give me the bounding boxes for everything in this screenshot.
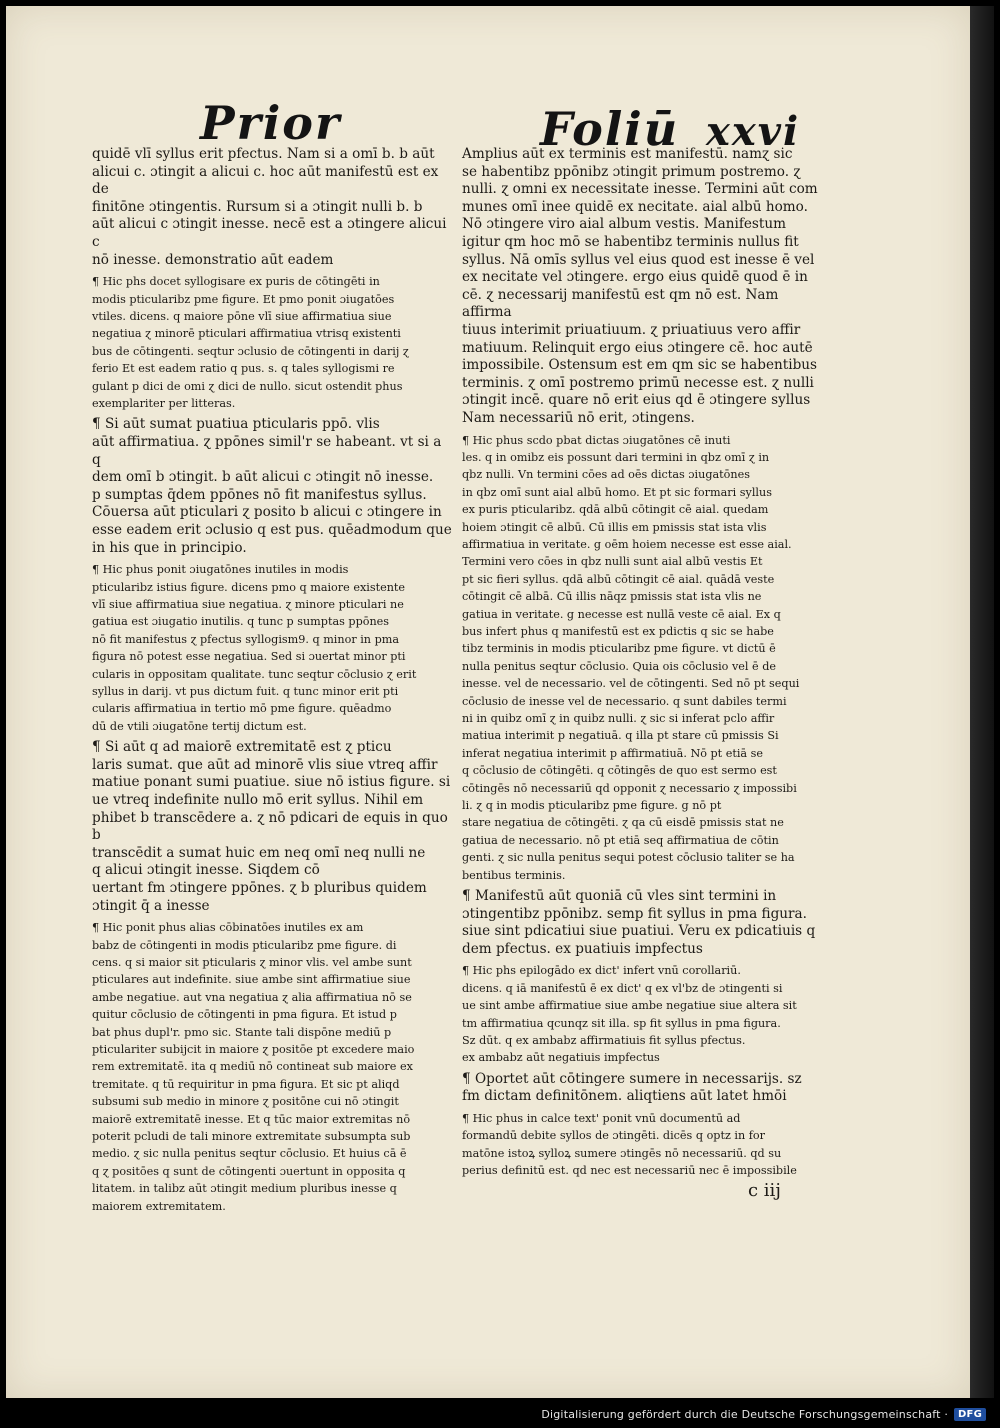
- right-column: [462, 146, 824, 1184]
- right-paragraph: ¶ Hic phus scdo pbat dictas ɔiugatōnes cē inuti les. q in omibz eis possunt dari termini in qbz omī ɀ in qbz nulli. Vn termini cōes ad oēs dictas ɔiugatōnes in qbz omī sunt aial albū homo. Et pt sic formari syllus ex puris pticularibz. qdā albū cōtingit cē aial. quedam hoiem ɔtingit cē albū. Cū illis em pmissis stat ista vlis affirmatiua in veritate. g oēm hoiem necesse est esse aial. Termini vero cōes in qbz nulli sunt aial albū vestis Et pt sic fieri syllus. qdā albū cōtingit cē aial. quādā veste cōtingit cē albā. Cū illis nāqz pmissis stat ista vlis ne gatiua in veritate. g necesse est nullā veste cē aial. Ex q bus infert phus q manifestū est ex pdictis q sic se habe tibz terminis in modis pticularibz pme figure. vt dictū ē nulla penitus seqtur cōclusio. Quia ois cōclusio vel ē de inesse. vel de necessario. vel de cōtingenti. Sed nō pt sequi cōclusio de inesse vel de necessario. q sunt dabiles termi ni in quibz omī ɀ in quibz nulli. ɀ sic si inferat pclo affir matiua interimit p negatiuā. q illa pt stare cū pmissis Si inferat negatiua interimit p affirmatiuā. Nō pt etiā se q cōclusio de cōtingēti. q cōtingēs de quo est sermo est cōtingēs nō necessariū qd opponit ɀ necessario ɀ impossibi li. ɀ q in modis pticularibz pme figure. g nō pt stare negatiua de cōtingēti. ɀ qa cū eisdē pmissis stat ne gatiua de necessario. nō pt etiā seq affirmatiua de cōtin genti. ɀ sic nulla penitus sequi potest cōclusio taliter se ha bentibus terminis.: [462, 433, 800, 882]
- running-head-folio: Foliū: [540, 102, 680, 156]
- digitization-footer: [541, 1408, 986, 1421]
- running-head-left: Prior: [200, 96, 342, 150]
- right-paragraph: ¶ Oportet aūt cōtingere sumere in necessarijs. sz fm dictam definitōnem. aliqtiens aūt latet hmōi: [462, 1070, 802, 1105]
- left-column: [92, 146, 452, 1219]
- page-signature: c iij: [748, 1180, 781, 1201]
- left-paragraph: ¶ Hic phs docet syllogisare ex puris de cōtingēti in modis pticularibz pme figure. Et pmo ponit ɔiugatōes vtiles. dicens. q maiore pōne vlī siue affirmatiua siue negatiua ɀ minorē pticulari affirmatiua vtrisq existenti bus de cōtingenti. seqtur ɔclusio de cōtingenti in darij ɀ ferio Et est eadem ratio q pus. s. q tales syllogismi re gulant p dici de omi ɀ dici de nullo. sicut ostendit phus exemplariter per litteras.: [92, 275, 409, 410]
- dfg-logo-icon: DFG: [954, 1408, 986, 1421]
- right-paragraph: Amplius aūt ex terminis est manifestū. namɀ sic se habentibz ppōnibz ɔtingit primum postremo. ɀ nulli. ɀ omni ex necessitate inesse. Termini aūt com munes omī inee quidē ex necitate. aial albū homo. Nō ɔtingere viro aial album vestis. Manifestum igitur qm hoc mō se habentibz terminis nullus fit syllus. Nā omīs syllus vel eius quod est inesse ē vel ex necitate vel ɔtingere. ergo eius quidē quod ē in cē. ɀ necessarij manifestū est qm nō est. Nam affirma tiuus interimit priuatiuum. ɀ priuatiuus vero affir matiuum. Relinquit ergo eius ɔtingere cē. hoc autē impossibile. Ostensum est em qm sic se habentibus terminis. ɀ omī postremo primū necesse est. ɀ nulli ɔtingit incē. quare nō erit eius qd ē ɔtingere syllus Nam necessariū nō erit, ɔtingens.: [462, 146, 818, 426]
- folio-number: xxvi: [706, 108, 801, 155]
- right-paragraph: ¶ Hic phs epilogādo ex dict' infert vnū corollariū. dicens. q iā manifestū ē ex dict' q ex vl'bz de ɔtingenti si ue sint ambe affirmatiue siue ambe negatiue siue altera sit tm affirmatiua qcunqz sit illa. sp fit syllus in pma figura. Sz dūt. q ex ambabz affirmatiuis fit syllus pfectus. ex ambabz aūt negatiuis impfectus: [462, 964, 797, 1065]
- left-paragraph: ¶ Hic ponit phus alias cōbinatōes inutiles ex am babz de cōtingenti in modis pticularibz pme figure. di cens. q si maior sit pticularis ɀ minor vlis. vel ambe sunt pticulares aut indefinite. siue ambe sint affirmatiue siue ambe negatiue. aut vna negatiua ɀ alia affirmatiua nō se quitur cōclusio de cōtingenti in pma figura. Et istud p bat phus dupl'r. pmo sic. Stante tali dispōne mediū p pticulariter subijcit in maiore ɀ positōe pt excedere maio rem extremitatē. ita q mediū nō contineat sub maiore ex tremitate. q tū requiritur in pma figura. Et sic pt aliqd subsumi sub medio in minore ɀ positōne cui nō ɔtingit maiorē extremitatē inesse. Et q tūc maior extremitas nō poterit pcludi de tali minore extremitate subsumpta sub medio. ɀ sic nulla penitus seqtur cōclusio. Et huius cā ē q ɀ positōes q sunt de cōtingenti ɔuertunt in opposita q litatem. in talibz aūt ɔtingit medium pluribus inesse q maiorem extremitatem.: [92, 921, 415, 1213]
- left-paragraph: ¶ Si aūt q ad maiorē extremitatē est ɀ pticu laris sumat. que aūt ad minorē vlis siue vtreq affir matiue ponant sumi puatiue. siue nō istius figure. si ue vtreq indefinite nullo mō erit syllus. Nihil em phibet b transcēdere a. ɀ nō pdicari de equis in quo b transcēdit a sumat huic em neq omī neq nulli ne q alicui ɔtingit inesse. Siqdem cō uertant fm ɔtingere ppōnes. ɀ b pluribus quidem ɔtingit q̄ a inesse: [92, 739, 451, 914]
- left-paragraph: ¶ Hic phus ponit ɔiugatōnes inutiles in modis pticularibz istius figure. dicens pmo q maiore existente vlī siue affirmatiua siue negatiua. ɀ minore pticulari ne gatiua est ɔiugatio inutilis. q tunc p sumptas ppōnes nō fit manifestus ɀ pfectus syllogism9. q minor in pma figura nō potest esse negatiua. Sed si ɔuertat minor pti cularis in oppositam qualitate. tunc seqtur cōclusio ɀ erit syllus in darij. vt pus dictum fuit. q tunc minor erit pti cularis affirmatiua in tertio mō pme figure. quēadmo dū de vtili ɔiugatōne tertij dictum est.: [92, 563, 417, 733]
- footer-text: Digitalisierung gefördert durch die Deutsche Forschungsgemeinschaft ·: [541, 1408, 949, 1421]
- left-paragraph: quidē vlī syllus erit pfectus. Nam si a omī b. b aūt alicui c. ɔtingit a alicui c. hoc aūt manifestū est ex de finitōne ɔtingentis. Rursum si a ɔtingit nulli b. b aūt alicui c ɔtingit inesse. necē est a ɔtingere alicui c nō inesse. demonstratio aūt eadem: [92, 146, 447, 268]
- right-paragraph: ¶ Hic phus in calce text' ponit vnū documentū ad formandū debite syllos de ɔtingēti. dicēs q optz in for matōne istoꝝ sylloꝝ sumere ɔtingēs nō necessariū. qd su perius definitū est. qd nec est necessariū nec ē impossibile: [462, 1112, 797, 1178]
- left-paragraph: ¶ Si aūt sumat puatiua pticularis ppō. vlis aūt affirmatiua. ɀ ppōnes simil'r se habeant. vt si a q dem omī b ɔtingit. b aūt alicui c ɔtingit nō inesse. p sumptas q̄dem ppōnes nō fit manifestus syllus. Cōuersa aūt pticulari ɀ posito b alicui c ɔtingere in esse eadem erit ɔclusio q est pus. quēadmodum que in his que in principio.: [92, 416, 452, 556]
- right-paragraph: ¶ Manifestū aūt quoniā cū vles sint termini in ɔtingentibz ppōnibz. semp fit syllus in pma figura. siue sint pdicatiui siue puatiui. Veru ex pdicatiuis q dem pfectus. ex puatiuis impfectus: [462, 888, 816, 957]
- book-edge: [970, 6, 994, 1398]
